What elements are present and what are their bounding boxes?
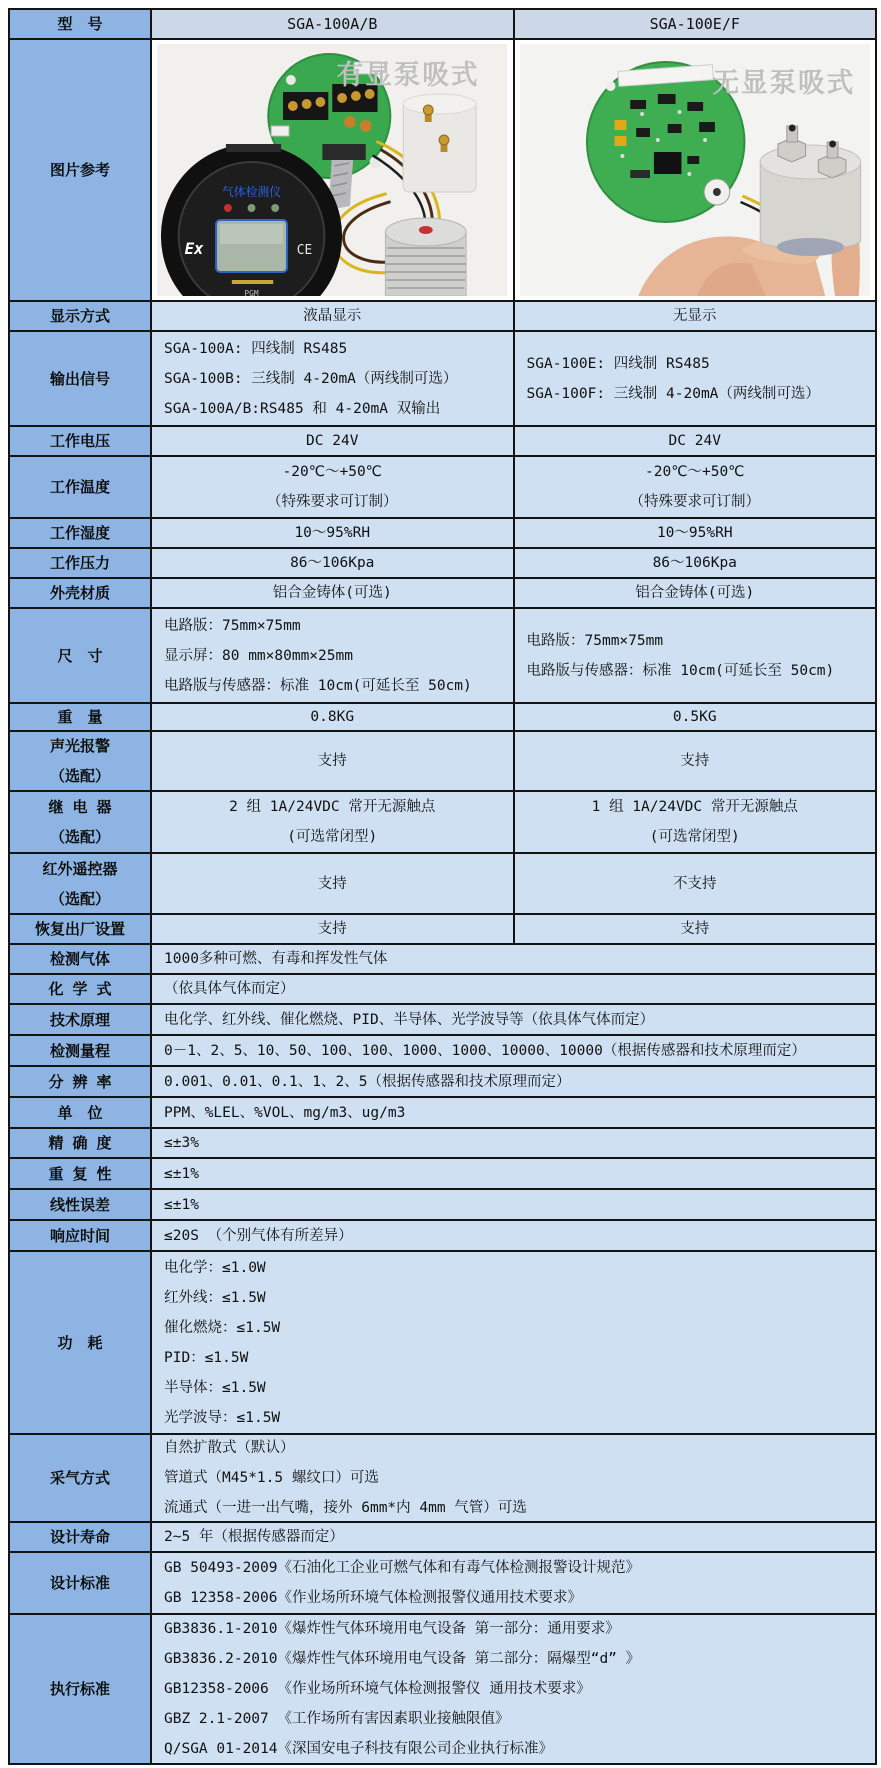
- row-audible-alarm: [10, 732, 875, 792]
- header-model-b: SGA-100E/F: [513, 10, 876, 38]
- product-photo-pumped-with-display: [157, 44, 508, 296]
- row-label: 化 学 式: [10, 975, 152, 1003]
- image-row-label: 图片参考: [10, 40, 152, 300]
- row-label: 线性误差: [10, 1190, 152, 1219]
- row-shell-material: [10, 579, 875, 609]
- watermark-left: 有显泵吸式: [336, 59, 480, 92]
- value-a: 2 组 1A/24VDC 常开无源触点 (可选常闭型): [152, 792, 513, 852]
- row-display-mode: [10, 302, 875, 332]
- row-label: 工作压力: [10, 549, 152, 577]
- ce-mark: CE: [296, 242, 313, 259]
- value-b: 支持: [513, 732, 876, 790]
- photo-sga100ab: [152, 40, 513, 300]
- value-b: 10～95%RH: [513, 519, 876, 547]
- value-full: 0－1、2、5、10、50、100、100、1000、1000、10000、10000（根据传感器和技术原理而定）: [152, 1036, 875, 1065]
- row-label: 单 位: [10, 1098, 152, 1127]
- value-a: 支持: [152, 915, 513, 943]
- value-a: 0.8KG: [152, 704, 513, 730]
- value-full: 电化学、红外线、催化燃烧、PID、半导体、光学波导等（依具体气体而定）: [152, 1005, 875, 1034]
- row-label: 分 辨 率: [10, 1067, 152, 1096]
- row-label: 重 量: [10, 704, 152, 730]
- value-full: 1000多种可燃、有毒和挥发性气体: [152, 945, 875, 973]
- row-label: 技术原理: [10, 1005, 152, 1034]
- value-b: 1 组 1A/24VDC 常开无源触点 (可选常闭型): [513, 792, 876, 852]
- row-weight: [10, 704, 875, 732]
- value-b: 铝合金铸体(可选): [513, 579, 876, 607]
- image-row: [10, 40, 875, 302]
- row-label: 检测量程: [10, 1036, 152, 1065]
- spec-table: [8, 8, 877, 1765]
- row-label: 尺 寸: [10, 609, 152, 702]
- row-label: 工作电压: [10, 427, 152, 455]
- value-b: -20℃～+50℃ （特殊要求可订制）: [513, 457, 876, 517]
- row-execution-standard: [10, 1615, 875, 1763]
- header-row: [10, 10, 875, 40]
- row-working-voltage: [10, 427, 875, 457]
- row-working-humidity: [10, 519, 875, 549]
- row-power-consumption: [10, 1252, 875, 1435]
- row-detect-range: [10, 1036, 875, 1067]
- value-full: GB3836.1-2010《爆炸性气体环境用电气设备 第一部分：通用要求》 GB3836.2-2010《爆炸性气体环境用电气设备 第二部分：隔爆型“d” 》 GB12358-2006 《作业场所环境气体检测报警仪 通用技术要求》 GBZ 2.1-2007 《工作场所有害因素职业接触限值》 Q/SGA 01-2014《深国安电子科技有限公司企业执行标准》: [152, 1615, 875, 1763]
- value-b: 不支持: [513, 854, 876, 913]
- device-title-text: 气体检测仪: [222, 184, 282, 200]
- row-detect-gas: [10, 945, 875, 975]
- watermark-right: 无显泵吸式: [711, 67, 855, 100]
- photo-sga100ef: [513, 40, 876, 300]
- row-label: 精 确 度: [10, 1129, 152, 1157]
- sensor-cylinder-ribbed: [385, 218, 466, 296]
- row-linearity-error: [10, 1190, 875, 1221]
- value-b: 电路版：75mm×75mm 电路版与传感器：标准 10cm(可延长至 50cm): [513, 609, 876, 702]
- row-label: 工作温度: [10, 457, 152, 517]
- pgm-mark: PGM: [244, 288, 259, 296]
- value-b: 无显示: [513, 302, 876, 330]
- value-b: 86～106Kpa: [513, 549, 876, 577]
- product-photo-pumped-no-display: [520, 44, 871, 296]
- row-label: 继 电 器 （选配）: [10, 792, 152, 852]
- row-label: 设计寿命: [10, 1523, 152, 1551]
- value-a: 支持: [152, 854, 513, 913]
- row-dimensions: [10, 609, 875, 704]
- row-label: 恢复出厂设置: [10, 915, 152, 943]
- value-a: 铝合金铸体(可选): [152, 579, 513, 607]
- value-full: （依具体气体而定）: [152, 975, 875, 1003]
- row-label: 采气方式: [10, 1435, 152, 1521]
- row-label: 声光报警 （选配）: [10, 732, 152, 790]
- row-label: 工作湿度: [10, 519, 152, 547]
- value-b: SGA-100E: 四线制 RS485 SGA-100F: 三线制 4-20mA（两线制可选）: [513, 332, 876, 425]
- value-full: ≤±1%: [152, 1159, 875, 1188]
- value-full: 自然扩散式（默认） 管道式（M45*1.5 螺纹口）可选 流通式（一进一出气嘴，接外 6mm*内 4mm 气管）可选: [152, 1435, 875, 1521]
- row-relay: [10, 792, 875, 854]
- value-full: ≤20S （个别气体有所差异）: [152, 1221, 875, 1250]
- ex-mark: Ex: [184, 238, 204, 259]
- header-model-a: SGA-100A/B: [152, 10, 513, 38]
- row-label: 功 耗: [10, 1252, 152, 1433]
- value-a: 86～106Kpa: [152, 549, 513, 577]
- row-chemical-formula: [10, 975, 875, 1005]
- row-ir-remote: [10, 854, 875, 915]
- row-label: 设计标准: [10, 1553, 152, 1613]
- row-working-temperature: [10, 457, 875, 519]
- row-label: 显示方式: [10, 302, 152, 330]
- value-full: 2~5 年（根据传感器而定）: [152, 1523, 875, 1551]
- row-accuracy: [10, 1129, 875, 1159]
- value-a: DC 24V: [152, 427, 513, 455]
- value-full: GB 50493-2009《石油化工企业可燃气体和有毒气体检测报警设计规范》 GB 12358-2006《作业场所环境气体检测报警仪通用技术要求》: [152, 1553, 875, 1613]
- value-a: 支持: [152, 732, 513, 790]
- value-b: 0.5KG: [513, 704, 876, 730]
- value-full: PPM、%LEL、%VOL、mg/m3、ug/m3: [152, 1098, 875, 1127]
- header-model-label: 型 号: [10, 10, 152, 38]
- sensor-cylinder-smooth: [403, 94, 476, 192]
- value-a: 10～95%RH: [152, 519, 513, 547]
- row-unit: [10, 1098, 875, 1129]
- value-full: ≤±1%: [152, 1190, 875, 1219]
- row-label: 输出信号: [10, 332, 152, 425]
- value-a: -20℃～+50℃ （特殊要求可订制）: [152, 457, 513, 517]
- value-a: 电路版：75mm×75mm 显示屏：80 mm×80mm×25mm 电路版与传感器：标准 10cm(可延长至 50cm): [152, 609, 513, 702]
- row-label: 重 复 性: [10, 1159, 152, 1188]
- row-design-standard: [10, 1553, 875, 1615]
- row-tech-principle: [10, 1005, 875, 1036]
- row-label: 检测气体: [10, 945, 152, 973]
- row-resolution: [10, 1067, 875, 1098]
- value-full: ≤±3%: [152, 1129, 875, 1157]
- row-label: 红外遥控器 （选配）: [10, 854, 152, 913]
- row-output-signal: [10, 332, 875, 427]
- value-a: SGA-100A: 四线制 RS485 SGA-100B: 三线制 4-20mA（两线制可选） SGA-100A/B:RS485 和 4-20mA 双输出: [152, 332, 513, 425]
- value-a: 液晶显示: [152, 302, 513, 330]
- row-working-pressure: [10, 549, 875, 579]
- row-factory-reset: [10, 915, 875, 945]
- row-sampling-method: [10, 1435, 875, 1523]
- row-design-life: [10, 1523, 875, 1553]
- row-response-time: [10, 1221, 875, 1252]
- row-label: 执行标准: [10, 1615, 152, 1763]
- row-repeatability: [10, 1159, 875, 1190]
- row-label: 响应时间: [10, 1221, 152, 1250]
- row-label: 外壳材质: [10, 579, 152, 607]
- value-full: 0.001、0.01、0.1、1、2、5（根据传感器和技术原理而定）: [152, 1067, 875, 1096]
- value-b: 支持: [513, 915, 876, 943]
- value-full: 电化学：≤1.0W 红外线：≤1.5W 催化燃烧：≤1.5W PID：≤1.5W 半导体：≤1.5W 光学波导：≤1.5W: [152, 1252, 875, 1433]
- value-b: DC 24V: [513, 427, 876, 455]
